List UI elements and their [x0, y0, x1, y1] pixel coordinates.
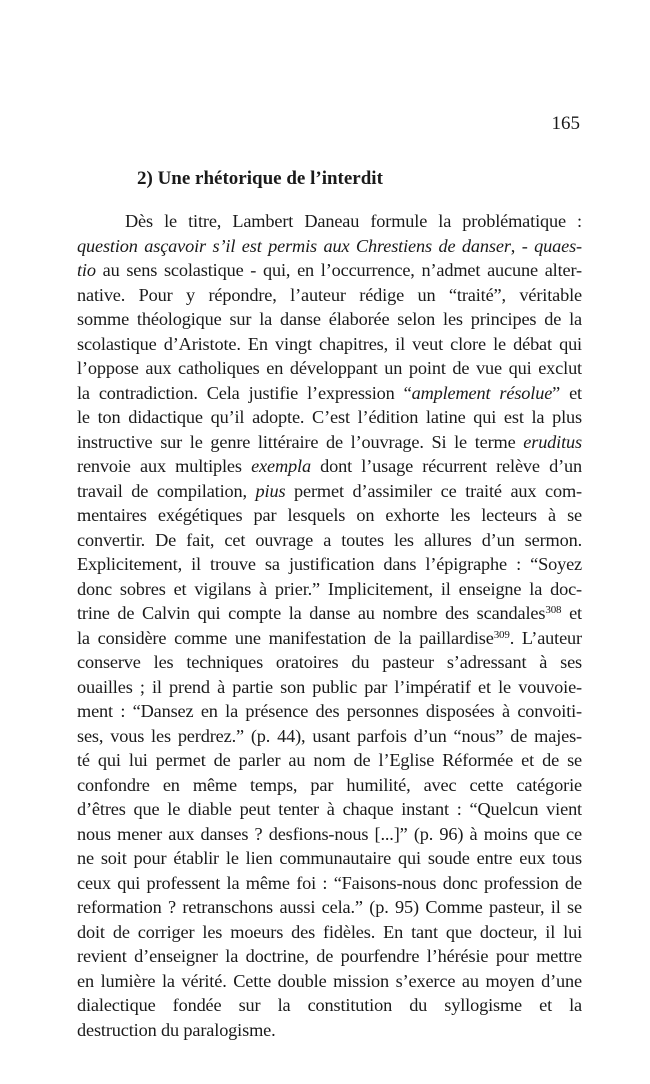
body-paragraph: [77, 209, 582, 1042]
text-line: somme théologique sur la danse élaborée selon les principes de la: [77, 309, 582, 329]
text-line: la contradiction. Cela justifie l’expression “amplement résolue” et: [77, 382, 582, 403]
text-line: ses, vous les perdrez.” (p. 44), usant parfois d’un “nous” de majes-: [77, 725, 582, 746]
text-line: travail de compilation, pius permet d’assimiler ce traité aux com-: [77, 480, 582, 501]
section-heading: 2) Une rhétorique de l’interdit: [137, 168, 383, 189]
text-line: té qui lui permet de parler au nom de l’Eglise Réformée et de se: [77, 750, 582, 770]
text-line: trine de Calvin qui compte la danse au nombre des scandales$^{308}$ et: [77, 603, 582, 623]
text-line: convertir. De fait, cet ouvrage a toutes les allures d’un sermon.: [77, 529, 582, 550]
text-line: la considère comme une manifestation de la paillardise$^{309}$. L’auteur: [77, 627, 582, 648]
text-line: l’oppose aux catholiques en développant un point de vue qui exclut: [77, 358, 582, 378]
text-line: native. Pour y répondre, l’auteur rédige un “traité”, véritable: [77, 284, 582, 305]
italic-title: question asçavoir s’il est permis aux Chrestiens de danser: [77, 235, 511, 256]
italic-term: amplement résolue: [411, 382, 553, 403]
footnote-ref: 308: [545, 604, 562, 616]
text-line: doit de corriger les moeurs des fidèles. En tant que docteur, il lui: [77, 921, 582, 942]
text-line: nous mener aux danses ? desfions-nous [...]” (p. 96) à moins que ce: [77, 823, 582, 844]
text-line: scolastique d’Aristote. En vingt chapitres, il veut clore le débat qui: [77, 333, 582, 354]
italic-term: exempla: [251, 456, 311, 476]
text-line: destruction du paralogisme.: [77, 1019, 276, 1040]
italic-term: tio: [77, 260, 96, 280]
text-line: d’êtres que le diable peut tenter à chaque instant : “Quelcun vient: [77, 799, 582, 819]
italic-term: eruditus: [523, 431, 582, 452]
text-line: reformation ? retranschons aussi cela.” (p. 95) Comme pasteur, il se: [77, 897, 582, 917]
text-line: Explicitement, il trouve sa justification dans l’épigraphe : “Soyez: [77, 554, 582, 574]
text-line: renvoie aux multiples exempla dont l’usage récurrent relève d’un: [77, 456, 582, 476]
italic-term: quaes-: [534, 235, 582, 256]
footnote-ref: 309: [493, 628, 510, 641]
text-line: conserve les techniques oratoires du pasteur s’adressant à ses: [77, 652, 582, 672]
text-line: donc sobres et vigilans à prier.” Implicitement, il enseigne la doc-: [77, 578, 582, 599]
text-line: confondre en même temps, par humilité, avec cette catégorie: [77, 774, 582, 795]
page-number: 165: [551, 113, 580, 134]
italic-term: pius: [255, 480, 286, 501]
text-line: dialectique fondée sur la constitution du syllogisme et la: [77, 995, 582, 1015]
text-line: revient d’enseigner la doctrine, de pourfendre l’hérésie pour mettre: [77, 946, 582, 966]
text-line: en lumière la vérité. Cette double mission s’exerce au moyen d’une: [77, 970, 582, 991]
text-line: ouailles ; il prend à partie son public par l’impératif et le vouvoie-: [77, 676, 582, 697]
text-line: Dès le titre, Lambert Daneau formule la problématique :: [125, 211, 582, 231]
text-line: question asçavoir s’il est permis aux Chrestiens de danser, - quaes-: [77, 235, 582, 256]
text-line: ment : “Dansez en la présence des personnes disposées à convoiti-: [77, 701, 582, 721]
text-line: mentaires exégétiques par lesquels on exhorte les lecteurs à se: [77, 505, 582, 525]
text-line: ne soit pour établir le lien communautaire qui soude entre eux tous: [77, 848, 582, 868]
text-line: instructive sur le genre littéraire de l’ouvrage. Si le terme eruditus: [77, 431, 582, 452]
text-line: ceux qui professent la même foi : “Faisons-nous donc profession de: [77, 872, 582, 893]
text-line: le ton didactique qu’il adopte. C’est l’édition latine qui est la plus: [77, 407, 582, 427]
text-line: tio au sens scolastique - qui, en l’occurrence, n’admet aucune alter-: [77, 260, 582, 280]
